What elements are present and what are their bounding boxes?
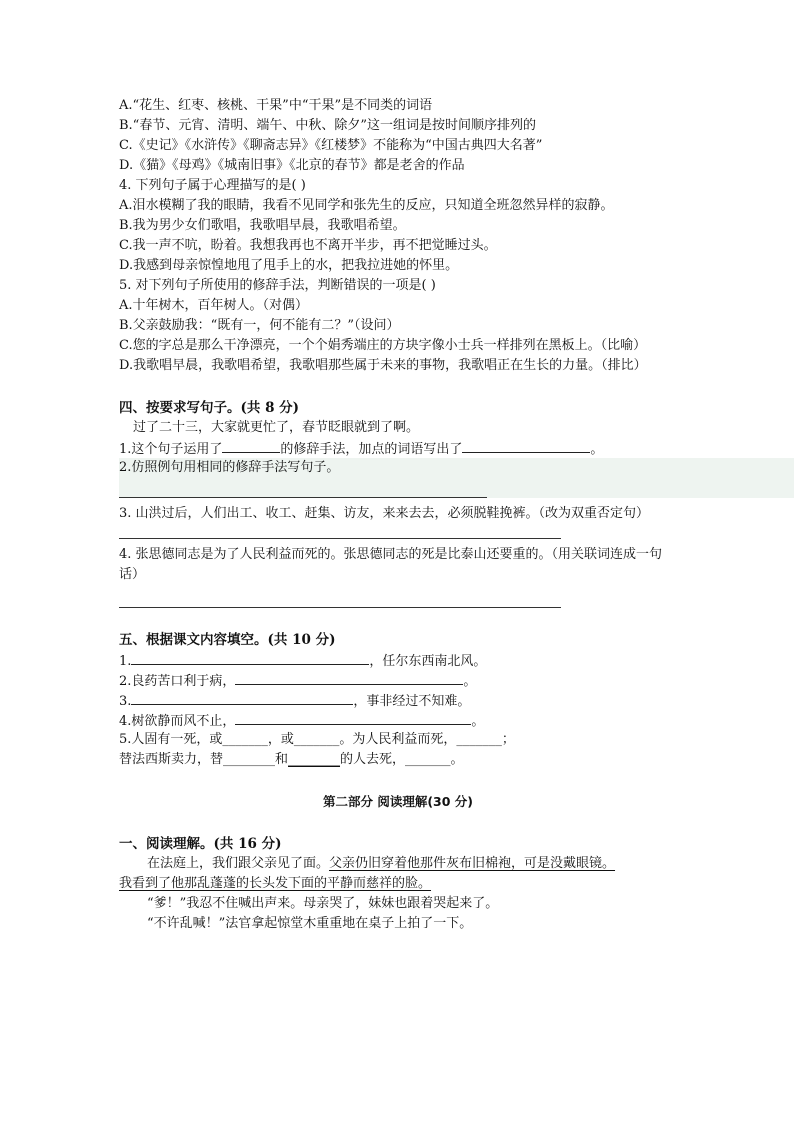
section5-line-6-text-a: 替法西斯卖力，替________和	[119, 752, 289, 767]
section5-line-4-blank[interactable]	[235, 710, 471, 725]
section5-line-6-text-c: 的人去死，_______。	[340, 752, 464, 767]
section5-line-1-blank[interactable]	[131, 650, 369, 665]
section5-line-4-text: 4.树欲静而风不止，	[119, 714, 236, 729]
section4-q1-blank-2[interactable]	[462, 438, 590, 453]
section5-line-3	[119, 690, 677, 710]
section4-q2-block	[119, 458, 794, 498]
q5-option-c: C.您的字总是那么干净漂亮，一个个娟秀端庄的方块字像小士兵一样排列在黑板上。（比喻）	[119, 338, 647, 353]
section5-line-2	[119, 670, 677, 690]
q3-option-d: D.《猫》《母鸡》《城南旧事》《北京的春节》都是老舍的作品	[119, 158, 465, 173]
section4-example-sentence: 过了二十三，大家就更忙了，春节眨眼就到了啊。	[133, 420, 420, 435]
section5-line-3-blank[interactable]	[131, 690, 353, 705]
q5-stem: 5. 对下列句子所使用的修辞手法，判断错误的一项是( )	[119, 278, 436, 293]
q5-option-d: D.我歌唱早晨，我歌唱希望，我歌唱那些属于未来的事物，我歌唱正在生长的力量。（排比）	[119, 358, 647, 373]
reading-paragraph-1	[119, 854, 677, 874]
part2-title: 第二部分 阅读理解(30 分)	[322, 794, 474, 809]
section5-line-1-text: ，任尔东西南北风。	[369, 654, 487, 669]
section4-q1-text-a: 1.这个句子运用了	[119, 442, 223, 457]
section4-q1-blank-1[interactable]	[222, 438, 280, 453]
reading-p1-underlined-1: 父亲仍旧穿着他那件灰布旧棉袍，可是没戴眼镜。	[329, 856, 616, 871]
section4-q3: 3. 山洪过后，人们出工、收工、赶集、访友，来来去去，必须脱鞋挽裤。（改为双重否定句）	[119, 506, 650, 521]
part2-reading-heading: 一、阅读理解。(共 16 分)	[119, 836, 282, 852]
section4-q2: 2.仿照例句用相同的修辞手法写句子。	[119, 460, 340, 475]
q4-option-c: C.我一声不吭，盼着。我想我再也不离开半步，再不把觉睡过头。	[119, 238, 497, 253]
q3-option-a: A.“花生、红枣、核桃、干果”中“干果”是不同类的词语	[119, 98, 433, 113]
section4-q1	[119, 438, 677, 458]
section5-line-2-end: 。	[463, 674, 477, 689]
section5-line-2-blank[interactable]	[235, 670, 463, 685]
section4-heading: 四、按要求写句子。(共 8 分)	[119, 400, 300, 416]
reading-paragraph-1-cont	[119, 874, 677, 894]
section4-q2-answer-line[interactable]	[119, 497, 487, 498]
section4-q3-answer-line[interactable]	[119, 538, 561, 539]
reading-paragraph-2: “爹！”我忍不住喊出声来。母亲哭了，妹妹也跟着哭起来了。	[147, 896, 499, 911]
reading-p1-plain: 在法庭上，我们跟父亲见了面。	[147, 856, 330, 871]
q4-option-b: B.我为男少女们歌唱，我歌唱早晨，我歌唱希望。	[119, 218, 406, 233]
section5-line-6-blank[interactable]: ________	[288, 752, 341, 767]
section5-line-2-text: 2.良药苦口利于病，	[119, 674, 236, 689]
q3-option-c: C.《史记》《水浒传》《聊斋志异》《红楼梦》不能称为“中国古典四大名著”	[119, 138, 543, 153]
section5-line-4	[119, 710, 677, 730]
section4-q1-text-c: 。	[590, 442, 604, 457]
section5-line-1	[119, 650, 677, 670]
q5-option-b: B.父亲鼓励我：“既有一，何不能有二？”（设问）	[119, 318, 400, 333]
q3-option-b: B.“春节、元宵、清明、端午、中秋、除夕”这一组词是按时间顺序排列的	[119, 118, 536, 133]
section5-line-4-end: 。	[471, 714, 485, 729]
reading-paragraph-3: “不许乱喊！”法官拿起惊堂木重重地在桌子上拍了一下。	[147, 916, 473, 931]
section5-heading: 五、根据课文内容填空。(共 10 分)	[119, 632, 336, 648]
q4-option-a: A.泪水模糊了我的眼睛，我看不见同学和张先生的反应，只知道全班忽然异样的寂静。	[119, 198, 614, 213]
section4-q1-text-b: 的修辞手法，加点的词语写出了	[280, 442, 463, 457]
section5-line-5: 5.人固有一死，或_______，或_______。为人民利益而死，_______；	[119, 732, 515, 747]
reading-p1-underlined-2: 我看到了他那乱蓬蓬的长头发下面的平静而慈祥的脸。	[119, 876, 432, 891]
q4-option-d: D.我感到母亲惊惶地甩了甩手上的水，把我拉进她的怀里。	[119, 258, 459, 273]
section5-line-6	[119, 750, 677, 770]
section5-line-3-text: ，事非经过不知难。	[353, 694, 471, 709]
section4-q4: 4. 张思德同志是为了人民利益而死的。张思德同志的死是比泰山还要重的。（用关联词连成一句话）	[119, 547, 663, 582]
q4-stem: 4. 下列句子属于心理描写的是( )	[119, 178, 306, 193]
exam-page	[119, 96, 677, 934]
section5-line-3-num: 3.	[119, 694, 132, 709]
q5-option-a: A.十年树木，百年树人。（对偶）	[119, 298, 309, 313]
section5-line-1-num: 1.	[119, 654, 132, 669]
